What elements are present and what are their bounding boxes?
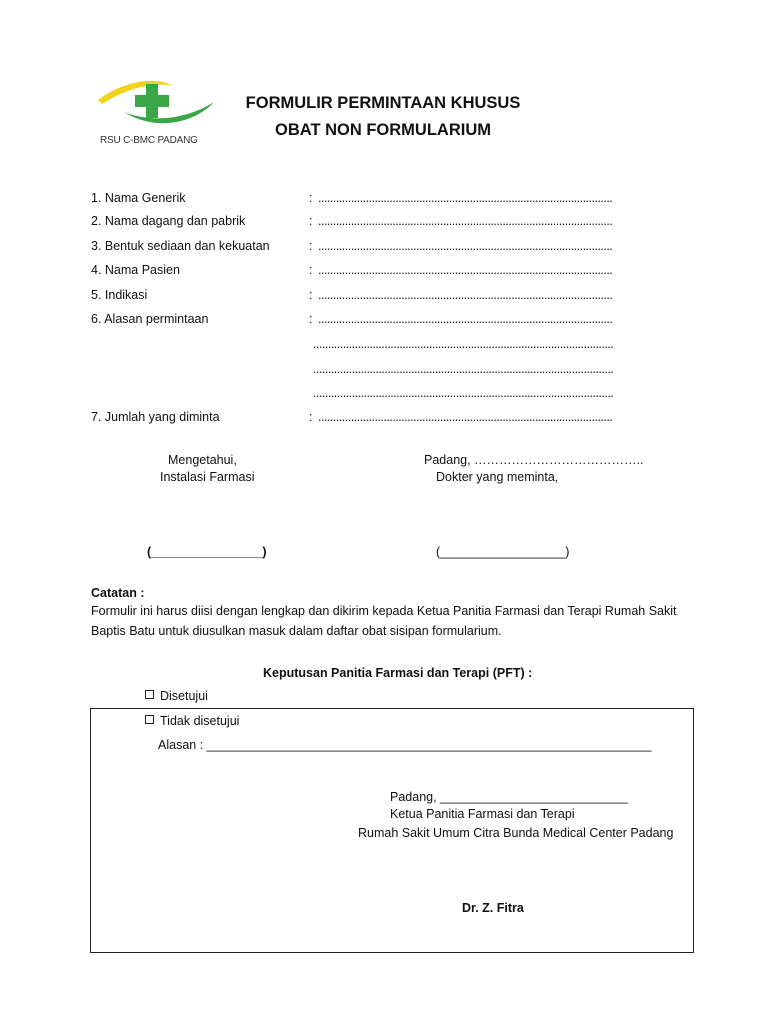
field-colon: : [309,214,313,228]
option-tidak-disetujui-label: Tidak disetujui [160,714,240,728]
field-label-indikasi: 5. Indikasi [91,288,148,302]
signature-left-title: Instalasi Farmasi [160,470,255,484]
signature-right-title: Dokter yang meminta, [436,470,559,484]
field-label-jumlah: 7. Jumlah yang diminta [91,410,220,424]
signer-title-line2: Rumah Sakit Umum Citra Bunda Medical Center Padang [358,826,674,840]
logo-caption: RSU C-BMC PADANG [100,135,198,146]
field-colon: : [309,191,313,205]
field-input-indikasi[interactable]: ................................................................................................... [318,288,613,302]
alasan-field[interactable]: Alasan : ________________________________________________________________ [158,738,652,752]
field-colon: : [309,239,313,253]
signature-left-label: Mengetahui, [168,453,237,467]
form-title-line2: OBAT NON FORMULARIUM [275,121,491,139]
field-input-alasan-cont[interactable]: ..................................................................................................... [313,386,614,400]
field-colon: : [309,263,313,277]
field-input-nama-dagang[interactable]: ................................................................................................... [318,214,613,228]
checkbox-icon[interactable] [145,690,154,699]
signature-right-place-date[interactable]: Padang, ………………………………….. [424,453,644,467]
field-label-alasan-permintaan: 6. Alasan permintaan [91,312,209,326]
option-tidak-disetujui[interactable] [145,713,239,729]
form-title-line1: FORMULIR PERMINTAAN KHUSUS [245,94,521,112]
field-input-nama-generik[interactable]: ................................................................................................... [318,191,613,205]
signer-name: Dr. Z. Fitra [462,901,524,915]
signature-left-blank[interactable]: (________________) [147,545,267,559]
field-label-nama-generik: 1. Nama Generik [91,191,186,205]
field-label-nama-pasien: 4. Nama Pasien [91,263,180,277]
signature-right-blank[interactable]: (__________________) [436,545,570,559]
checkbox-icon[interactable] [145,715,154,724]
field-colon: : [309,312,313,326]
field-input-jumlah[interactable]: ................................................................................................... [318,410,613,424]
signer-title-line1: Ketua Panitia Farmasi dan Terapi [390,807,575,821]
catatan-text-line1: Formulir ini harus diisi dengan lengkap dan dikirim kepada Ketua Panitia Farmasi dan Terapi Rumah Sakit [91,604,677,618]
option-disetujui[interactable] [145,688,208,704]
field-input-alasan-cont[interactable]: ..................................................................................................... [313,337,614,351]
field-colon: : [309,288,313,302]
field-label-nama-dagang: 2. Nama dagang dan pabrik [91,214,246,228]
field-input-nama-pasien[interactable]: ................................................................................................... [318,263,613,277]
catatan-heading: Catatan : [91,586,145,600]
catatan-text-line2: Baptis Batu untuk diusulkan masuk dalam daftar obat sisipan formularium. [91,624,502,638]
field-colon: : [309,410,313,424]
field-input-bentuk-sediaan[interactable]: ................................................................................................... [318,239,613,253]
keputusan-place-date[interactable]: Padang, ___________________________ [390,790,628,804]
field-label-bentuk-sediaan: 3. Bentuk sediaan dan kekuatan [91,239,270,253]
keputusan-heading: Keputusan Panitia Farmasi dan Terapi (PFT) : [263,666,533,680]
option-disetujui-label: Disetujui [160,689,208,703]
field-input-alasan-cont[interactable]: ..................................................................................................... [313,362,614,376]
field-input-alasan-permintaan[interactable]: ................................................................................................... [318,312,613,326]
